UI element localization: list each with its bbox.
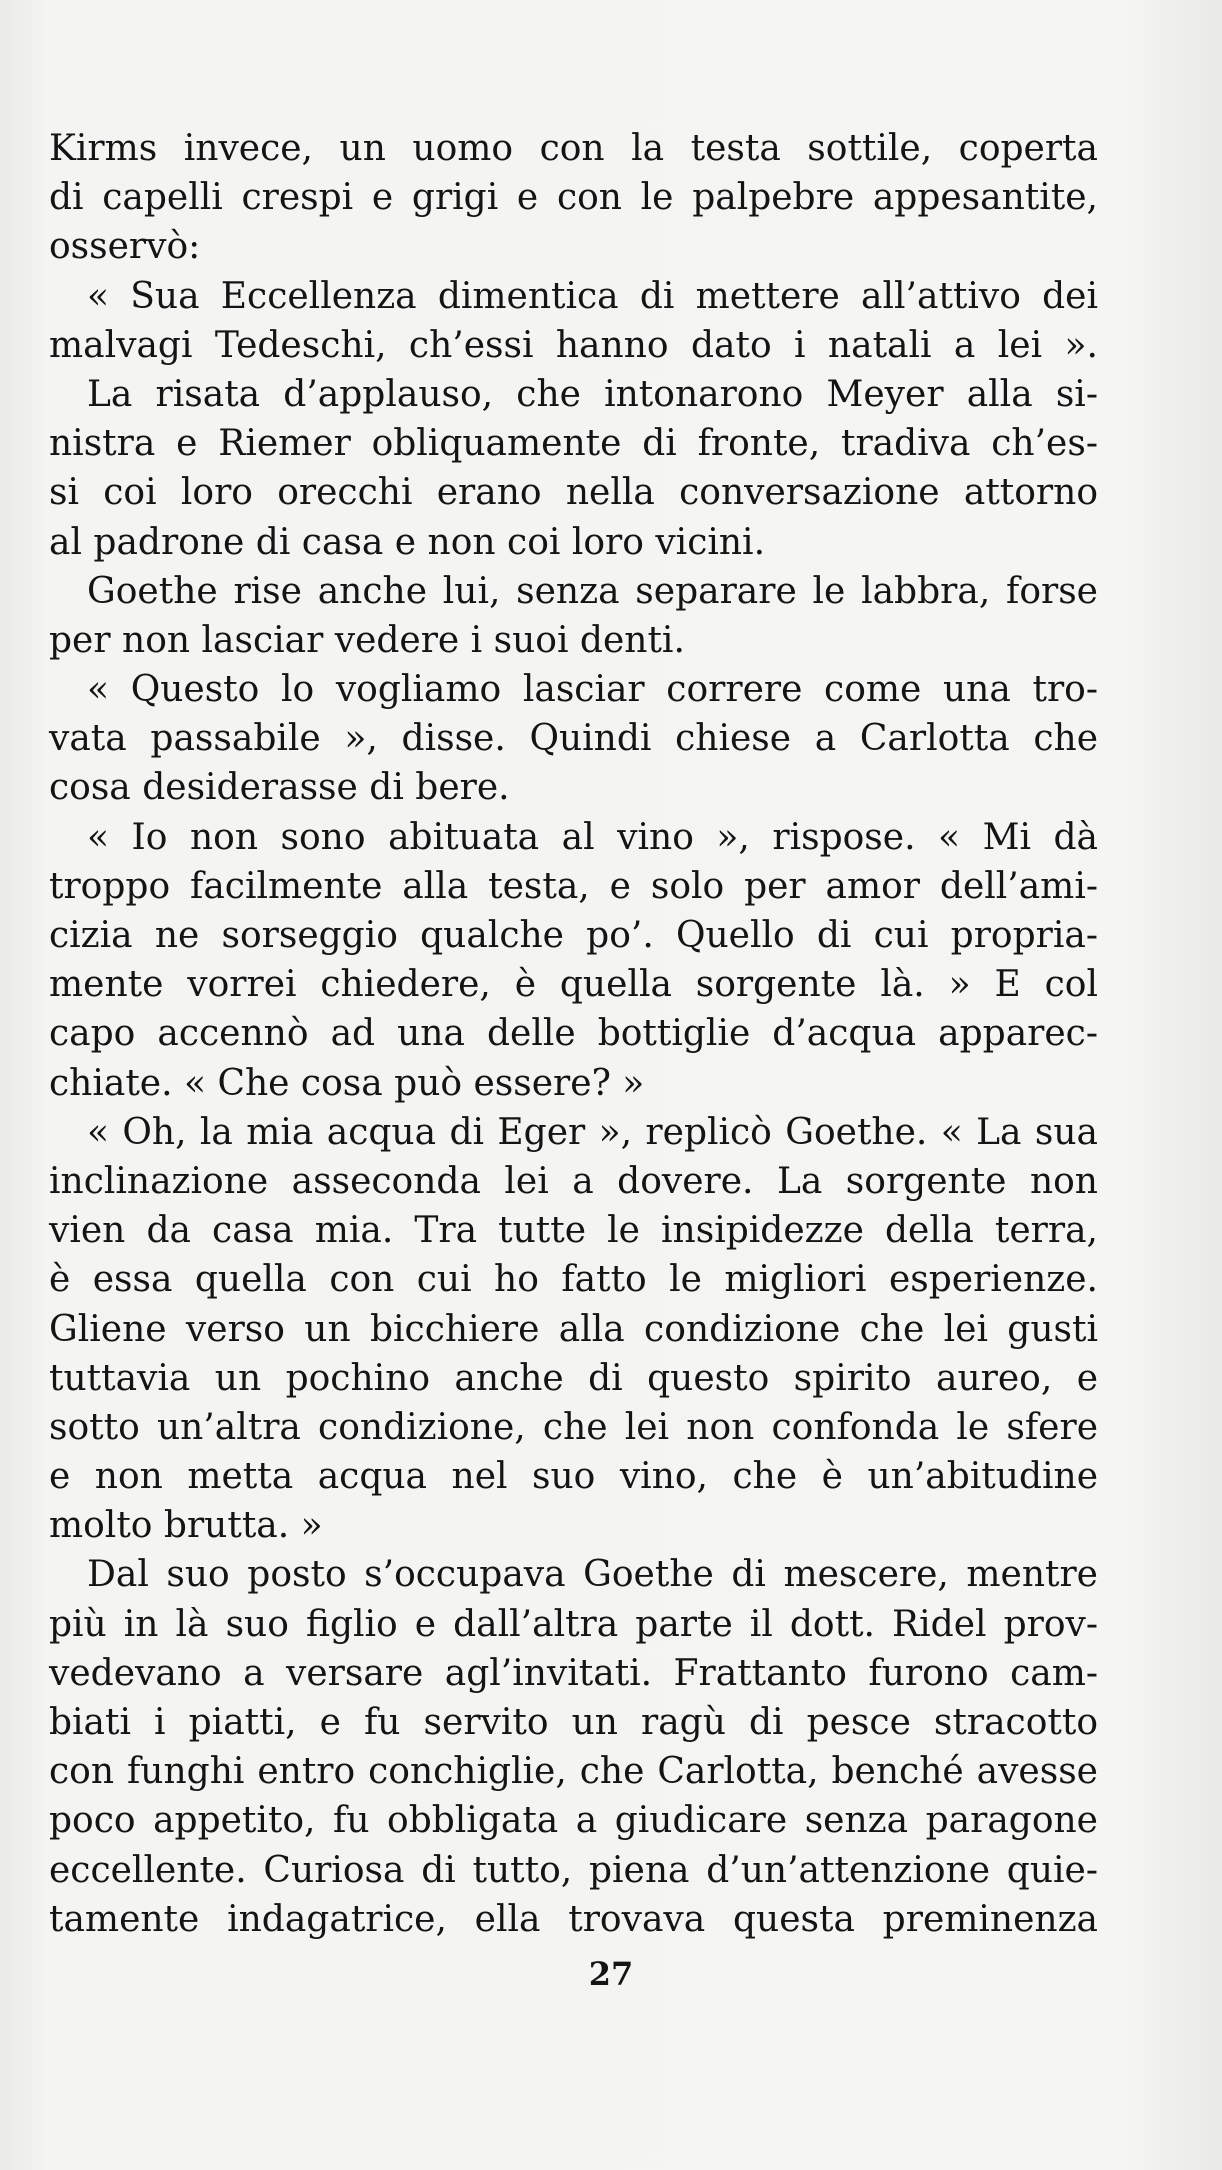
text-line: malvagi Tedeschi, ch’essi hanno dato i natali a lei ». <box>49 324 1098 366</box>
text-line: cizia ne sorseggio qualche po’. Quello di cui propria- <box>49 915 1098 956</box>
text-line: tuttavia un pochino anche di questo spirito aureo, e <box>49 1357 1098 1399</box>
text-line: si coi loro orecchi erano nella conversazione attorno <box>49 472 1098 514</box>
text-line: poco appetito, fu obbligata a giudicare senza paragone <box>49 1800 1098 1842</box>
text-line: molto brutta. » <box>49 1505 323 1547</box>
text-line: Goethe rise anche lui, senza separare le labbra, forse <box>87 570 1098 612</box>
text-line: vata passabile », disse. Quindi chiese a Carlotta che <box>49 718 1098 760</box>
text-line: Dal suo posto s’occupava Goethe di mescere, mentre <box>87 1554 1098 1596</box>
text-line: osservò: <box>49 226 201 268</box>
text-line: tamente indagatrice, ella trovava questa preminenza <box>49 1898 1098 1940</box>
text-line: capo accennò ad una delle bottiglie d’acqua apparec- <box>49 1013 1098 1055</box>
text-line: vedevano a versare agl’invitati. Frattanto furono cam- <box>49 1652 1098 1694</box>
text-line: Gliene verso un bicchiere alla condizione che lei gusti <box>49 1308 1098 1350</box>
page-number: 27 <box>588 1955 634 1993</box>
text-line: vien da casa mia. Tra tutte le insipidezze della terra, <box>49 1210 1098 1252</box>
text-line: chiate. « Che cosa può essere? » <box>49 1062 645 1104</box>
text-line: troppo facilmente alla testa, e solo per amor dell’ami- <box>49 865 1098 907</box>
text-line: sotto un’altra condizione, che lei non confonda le sfere <box>49 1406 1098 1448</box>
text-line: al padrone di casa e non coi loro vicini. <box>49 521 766 563</box>
text-line: nistra e Riemer obliquamente di fronte, tradiva ch’es- <box>49 423 1098 465</box>
text-line: biati i piatti, e fu servito un ragù di pesce stracotto <box>49 1702 1098 1743</box>
text-line: e non metta acqua nel suo vino, che è un’abitudine <box>49 1456 1098 1498</box>
text-line: con funghi entro conchiglie, che Carlotta, benché avesse <box>49 1751 1098 1793</box>
text-line: cosa desiderasse di bere. <box>49 767 510 809</box>
text-line: inclinazione asseconda lei a dovere. La sorgente non <box>49 1160 1098 1202</box>
text-line: La risata d’applauso, che intonarono Meyer alla si- <box>87 373 1098 415</box>
text-line: è essa quella con cui ho fatto le migliori esperienze. <box>49 1259 1098 1301</box>
text-line: « Sua Eccellenza dimentica di mettere all’attivo dei <box>87 275 1098 317</box>
text-line: di capelli crespi e grigi e con le palpebre appesantite, <box>49 177 1098 219</box>
text-line: « Questo lo vogliamo lasciar correre come una tro- <box>87 669 1098 711</box>
text-line: più in là suo figlio e dall’altra parte il dott. Ridel prov- <box>49 1603 1098 1645</box>
text-line: « Oh, la mia acqua di Eger », replicò Goethe. « La sua <box>87 1111 1098 1153</box>
text-line: per non lasciar vedere i suoi denti. <box>49 619 685 661</box>
body-text <box>49 124 1098 1944</box>
text-line: eccellente. Curiosa di tutto, piena d’un’attenzione quie- <box>49 1849 1098 1891</box>
text-line: mente vorrei chiedere, è quella sorgente là. » E col <box>49 964 1098 1006</box>
text-line: « Io non sono abituata al vino », rispose. « Mi dà <box>87 816 1098 858</box>
text-line: Kirms invece, un uomo con la testa sottile, coperta <box>49 128 1098 169</box>
